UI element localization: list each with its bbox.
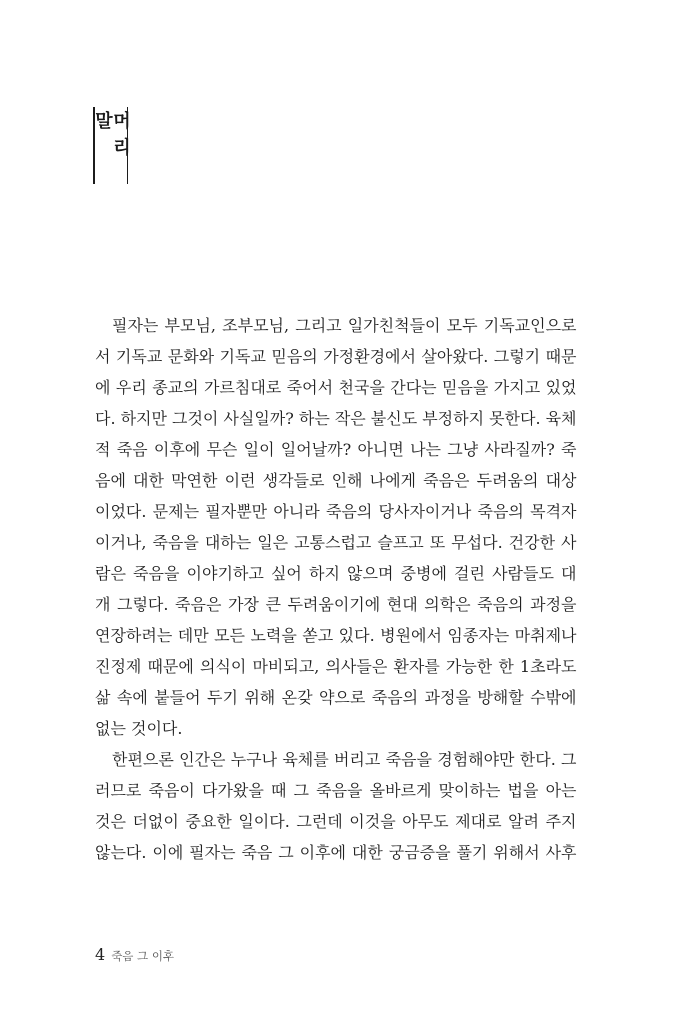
text-line-content: 서 기독교 문화와 기독교 믿음의 가정환경에서 살아왔다. 그렇기 때문: [95, 347, 577, 366]
text-line: [95, 651, 577, 682]
text-line-content: 다. 하지만 그것이 사실일까? 하는 작은 불신도 부정하지 못한다. 육체: [95, 409, 577, 428]
text-line: [95, 620, 577, 651]
text-line-content: 필자는 부모님, 조부모님, 그리고 일가친척들이 모두 기독교인으로: [112, 316, 577, 335]
text-line: [95, 527, 577, 558]
running-title: 죽음 그 이후: [111, 949, 175, 963]
text-line: [95, 744, 577, 775]
text-line: [95, 496, 577, 527]
text-line: [95, 372, 577, 403]
text-line-content: 에 우리 종교의 가르침대로 죽어서 천국을 간다는 믿음을 가지고 있었: [95, 378, 577, 397]
text-line: [95, 558, 577, 589]
text-line-content: 적 죽음 이후에 무슨 일이 일어날까? 아니면 나는 그냥 사라질까? 죽: [95, 440, 577, 459]
text-line-content: 없는 것이다.: [95, 719, 183, 738]
text-line: [95, 713, 577, 744]
text-line-content: 않는다. 이에 필자는 죽음 그 이후에 대한 궁금증을 풀기 위해서 사후: [95, 843, 577, 862]
page-footer: [95, 945, 174, 964]
text-line: [95, 682, 577, 713]
text-line-content: 한편으론 인간은 누구나 육체를 버리고 죽음을 경험해야만 한다. 그: [112, 750, 577, 769]
page-number: 4: [95, 945, 106, 964]
chapter-heading: [92, 107, 131, 184]
paragraph: [95, 310, 577, 744]
text-line-content: 람은 죽음을 이야기하고 싶어 하지 않으며 중병에 걸린 사람들도 대: [95, 564, 577, 583]
body-text: [95, 310, 577, 868]
text-line: [95, 465, 577, 496]
text-line-content: 진정제 때문에 의식이 마비되고, 의사들은 환자를 가능한 한 1초라도: [95, 657, 577, 676]
text-line: [95, 341, 577, 372]
text-line-content: 이거나, 죽음을 대하는 일은 고통스럽고 슬프고 또 무섭다. 건강한 사: [95, 533, 577, 552]
text-line: [95, 310, 577, 341]
text-line-content: 연장하려는 데만 모든 노력을 쏟고 있다. 병원에서 임종자는 마취제나: [95, 626, 577, 645]
text-line-content: 개 그렇다. 죽음은 가장 큰 두려움이기에 현대 의학은 죽음의 과정을: [95, 595, 577, 614]
text-line-content: 것은 더없이 중요한 일이다. 그런데 이것을 아무도 제대로 알려 주지: [95, 812, 577, 831]
text-line: [95, 837, 577, 868]
text-line: [95, 403, 577, 434]
text-line: [95, 806, 577, 837]
text-line-content: 음에 대한 막연한 이런 생각들로 인해 나에게 죽음은 두려움의 대상: [95, 471, 577, 490]
text-line-content: 이었다. 문제는 필자뿐만 아니라 죽음의 당사자이거나 죽음의 목격자: [95, 502, 577, 521]
text-line-content: 러므로 죽음이 다가왔을 때 그 죽음을 올바르게 맞이하는 법을 아는: [95, 781, 577, 800]
text-line: [95, 589, 577, 620]
chapter-heading-text: 머리말: [92, 111, 131, 164]
text-line-content: 삶 속에 붙들어 두기 위해 온갖 약으로 죽음의 과정을 방해할 수밖에: [95, 688, 577, 707]
paragraph: [95, 744, 577, 868]
text-line: [95, 434, 577, 465]
text-line: [95, 775, 577, 806]
